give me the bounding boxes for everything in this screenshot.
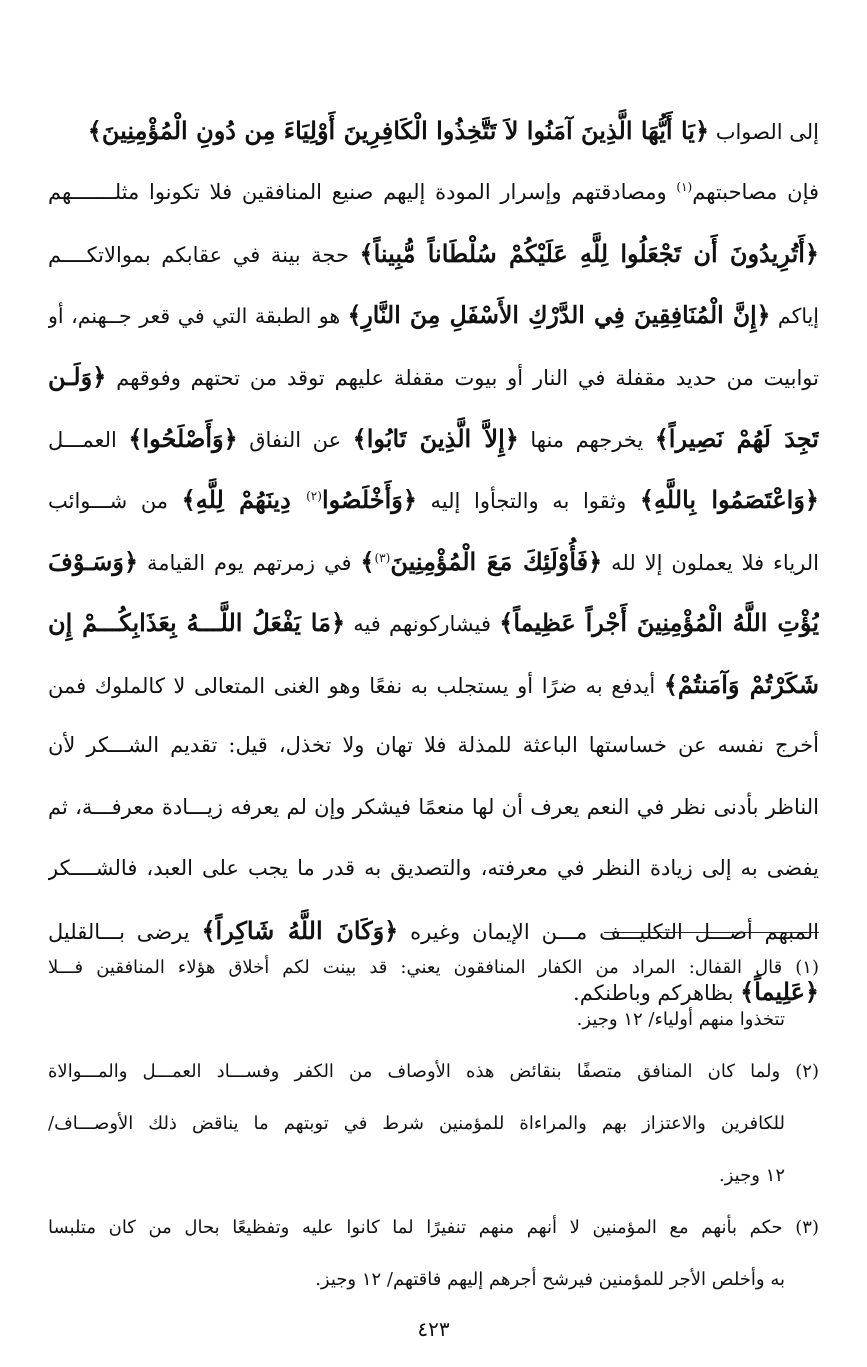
quran-verse: ﴿وَأَخْلَصُوا xyxy=(321,485,417,514)
text-line-7 xyxy=(48,469,819,531)
quran-verse: يُؤْتِ اللَّهُ الْمُؤْمِنِينَ أَجْراً عَظِيماً﴾ xyxy=(499,608,819,637)
main-text xyxy=(48,100,819,1023)
line-text: في زمرتهم يوم القيامة xyxy=(138,550,361,575)
text-line-11 xyxy=(48,715,819,777)
footnote-2-line-1: (٢) ولما كان المنافق متصفًا بنقائض هذه الأوصاف من الكفر وفســـاد العمـــل والمـــوالاة xyxy=(48,1061,819,1082)
footnote-2-line-3: ١٢ وجيز. xyxy=(719,1165,785,1186)
quran-verse: ﴿إِنَّ الْمُنَافِقِينَ فِي الدَّرْكِ الأَسْفَلِ مِنَ النَّارِ﴾ xyxy=(347,300,771,329)
footnote-1-line-1: (١) قال القفال: المراد من الكفار المنافقون يعني: قد بينت لكم أخلاق هؤلاء المنافقين فـــلا xyxy=(48,957,819,978)
quran-verse: ﴿أَتُرِيدُونَ أَن تَجْعَلُوا لِلَّهِ عَلَيْكُمْ سُلْطَاناً مُّبِيناً﴾ xyxy=(359,239,819,268)
footnote-3-line-2: به وأخلص الأجر للمؤمنين فيرشح أجرهم إليهم فاقتهم/ ١٢ وجيز. xyxy=(315,1269,785,1290)
text-line-2 xyxy=(48,162,819,224)
text-line-3 xyxy=(48,223,819,285)
footnote-1-line-2: تتخذوا منهم أولياء/ ١٢ وجيز. xyxy=(576,1009,785,1030)
line-text: المبهم أصـــل التكليـــف مـــن الإيمان وغيره xyxy=(398,919,819,944)
line-text: حجة بينة في عقابكم بموالاتكــــم xyxy=(48,243,360,267)
line-text: توابيت من حديد مقفلة في النار أو بيوت مقفلة عليهم توقد من تحتهم وفوقهم xyxy=(106,366,819,390)
quran-verse: ﴿وَأَصْلَحُوا﴾ xyxy=(128,423,238,453)
text-line-4 xyxy=(48,285,819,347)
text-line-1 xyxy=(48,100,819,162)
line-text: يفضى به إلى زيادة النظر في معرفته، والتصديق به قدر ما يجب على العبد، فالشــــكر xyxy=(48,856,819,880)
quran-verse: ﴿وَكَانَ اللَّهُ شَاكِراً﴾ xyxy=(201,915,399,945)
text-line-12 xyxy=(48,777,819,839)
quran-verse: شَكَرْتُمْ وَآمَنتُمْ﴾ xyxy=(663,669,819,699)
line-text: هو الطبقة التي في قعر جــهنم، أو xyxy=(48,303,348,328)
line-text: إياكم xyxy=(770,303,819,328)
footnote-marker: (٢) xyxy=(306,489,322,503)
text-line-5 xyxy=(48,346,819,408)
page-number: ٤٢٣ xyxy=(417,1317,450,1341)
quran-verse: ﴿فَأُوْلَئِكَ مَعَ الْمُؤْمِنِينَ xyxy=(390,546,603,576)
footnotes xyxy=(48,942,819,1306)
line-text: فيشاركونهم فيه xyxy=(345,612,500,636)
line-text: عن النفاق xyxy=(237,427,353,452)
text-line-10 xyxy=(48,654,819,716)
quran-verse: دِينَهُمْ لِلَّهِ﴾ xyxy=(181,485,307,514)
line-text: يرضى بـــالقليل xyxy=(48,919,202,944)
quran-verse: ﴿عَلِيماً﴾ xyxy=(740,977,819,1006)
line-text: العمـــل xyxy=(48,427,129,452)
line-text: إلى الصواب xyxy=(709,120,819,144)
quran-verse: ﴿يَا أَيُّهَا الَّذِينَ آمَنُوا لاَ تَتَّخِذُوا الْكَافِرِينَ أَوْلِيَاءَ مِن دُونِ الْمُؤْمِنِينَ﴾ xyxy=(87,116,710,145)
line-text: فإن مصاحبتهم xyxy=(692,179,819,204)
line-text: يخرجهم منها xyxy=(518,427,655,452)
footnote-2-line-2: للكافرين والاعتزاز بهم والمراءاة للمؤمنين شرط في توبتهم ما يناقض ذلك الأوصـــاف/ xyxy=(48,1113,785,1134)
quran-verse: تَجِدَ لَهُمْ نَصِيراً﴾ xyxy=(654,423,819,453)
quran-verse: ﴿مَا يَفْعَلُ اللَّـــهُ بِعَذَابِكُـــمْ إِن xyxy=(48,608,346,637)
text-line-8 xyxy=(48,531,819,593)
line-text: وثقوا به والتجأوا إليه xyxy=(416,489,640,513)
line-text: أخرج نفسه عن خساستها الباعثة للمذلة فلا تهان ولا تخذل، قيل: تقديم الشـــكر لأن xyxy=(48,733,819,757)
quran-verse: ﴿وَاعْتَصَمُوا بِاللَّهِ﴾ xyxy=(639,485,819,514)
line-text: الرياء فلا يعملون إلا لله xyxy=(602,550,819,575)
line-text: ومصادقتهم وإسرار المودة إليهم صنيع المنافقين فلا تكونوا مثلـــــــهم xyxy=(48,179,677,204)
line-text: أيدفع به ضرًا أو يستجلب به نفعًا وهو الغنى المتعالى لا كالملوك فمن xyxy=(48,673,664,698)
line-text: بظاهركم وباطنكم. xyxy=(573,981,741,1005)
quran-verse: ﴿وَلَـن xyxy=(48,362,107,391)
footnote-marker: (١) xyxy=(676,179,693,194)
quran-verse: ﴾ xyxy=(360,546,375,576)
quran-verse: ﴿إِلاَّ الَّذِينَ تَابُوا﴾ xyxy=(352,423,519,453)
text-line-13 xyxy=(48,838,819,900)
footnote-marker: (٣) xyxy=(374,550,391,565)
text-line-9 xyxy=(48,592,819,654)
line-text: الناظر بأدنى نظر في النعم يعرف أن لها منعمًا فيشكر وإن لم يعرفه زيـــادة معرفـــة، ثم xyxy=(48,794,819,819)
quran-verse: ﴿وَسَـوْفَ xyxy=(48,546,139,576)
footnote-3-line-1: (٣) حكم بأنهم مع المؤمنين لا أنهم منهم تنفيرًا لما كانوا عليه وتفظيعًا بحال من كان متلبسا xyxy=(48,1217,819,1238)
text-line-6 xyxy=(48,408,819,470)
footnote-separator xyxy=(604,932,819,933)
line-text: من شـــوائب xyxy=(48,489,182,513)
